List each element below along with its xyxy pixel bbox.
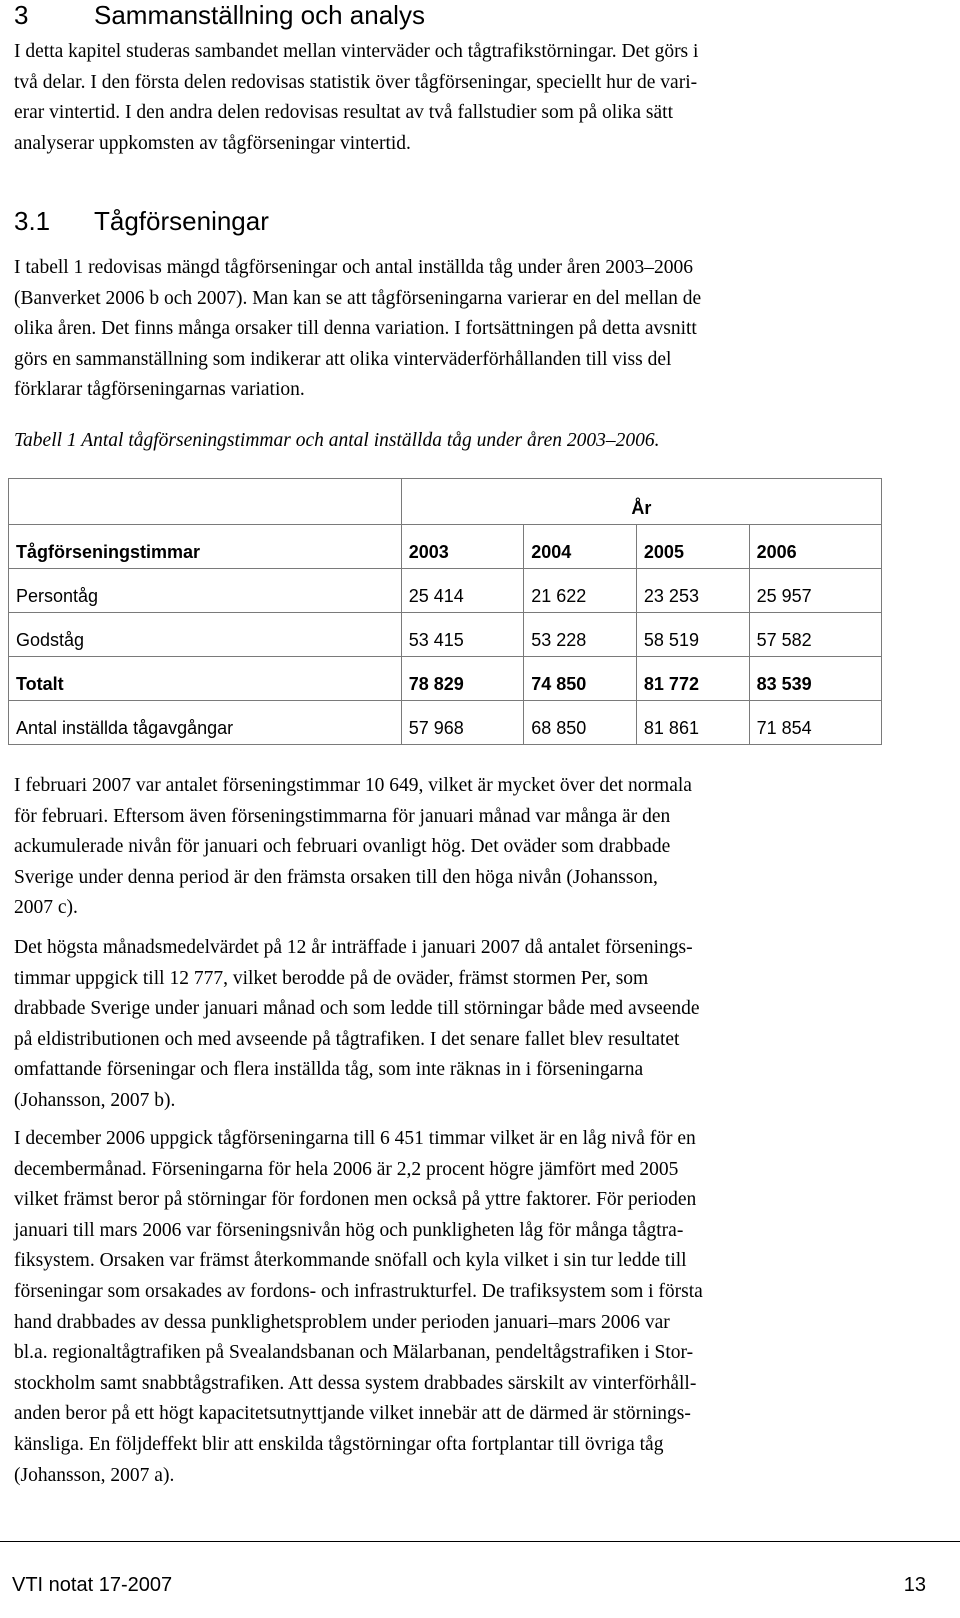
table-cell: Godståg	[9, 613, 402, 657]
text-line: analyserar uppkomsten av tågförseningar vintertid.	[14, 132, 411, 154]
text-line: hand drabbades av dessa punklighetsproblem under perioden januari–mars 2006 var	[14, 1311, 670, 1333]
footer-divider	[0, 1541, 960, 1542]
table-cell: 25 414	[401, 569, 524, 613]
table-group-header: År	[401, 479, 881, 525]
table-row	[9, 569, 882, 613]
table-cell: 23 253	[636, 569, 749, 613]
delay-table	[8, 478, 882, 745]
text-line: (Johansson, 2007 a).	[14, 1464, 175, 1486]
table-cell-empty	[9, 479, 402, 525]
text-line: omfattande förseningar och flera inställda tåg, som inte räknas in i förseningarna	[14, 1059, 644, 1081]
text-line: två delar. I den första delen redovisas statistik över tågförseningar, speciellt hur de vari-	[14, 71, 698, 93]
table-row	[9, 613, 882, 657]
table-header-cell: 2004	[524, 525, 637, 569]
text-line: I detta kapitel studeras sambandet mellan vinterväder och tågtrafikstörningar. Det görs i	[14, 41, 699, 62]
subsection-paragraph	[14, 253, 949, 406]
text-line: förseningar som orsakades av fordons- och infrastrukturfel. De trafiksystem som i första	[14, 1280, 703, 1302]
text-line: för februari. Eftersom även förseningstimmarna för januari månad var många är den	[14, 805, 671, 827]
text-line: januari till mars 2006 var förseningsnivån hög och punkligheten låg för många tågtra-	[14, 1219, 684, 1241]
text-line: bl.a. regionaltågtrafiken på Svealandsbanan och Mälarbanan, pendeltågstrafiken i Stor-	[14, 1342, 694, 1364]
text-line: I december 2006 uppgick tågförseningarna till 6 451 timmar vilket är en låg nivå för en	[14, 1128, 696, 1149]
text-line: känsliga. En följdeffekt blir att enskilda tågstörningar ofta fortplantar till övriga tåg	[14, 1433, 664, 1455]
table-cell: 57 968	[401, 701, 524, 745]
intro-paragraph	[14, 37, 949, 159]
text-line: I februari 2007 var antalet förseningstimmar 10 649, vilket är mycket över det normala	[14, 775, 692, 796]
table-cell: Antal inställda tågavgångar	[9, 701, 402, 745]
body-paragraph	[14, 1124, 949, 1491]
table-cell: 81 772	[636, 657, 749, 701]
text-line: fiksystem. Orsaken var främst återkommande snöfall och kyla vilket i sin tur ledde till	[14, 1250, 687, 1272]
table-row	[9, 701, 882, 745]
table-header-cell: 2005	[636, 525, 749, 569]
text-line: timmar uppgick till 12 777, vilket berodde på de oväder, främst stormen Per, som	[14, 967, 649, 989]
table-cell: 25 957	[749, 569, 881, 613]
table-caption: Tabell 1 Antal tågförseningstimmar och antal inställda tåg under åren 2003–2006.	[14, 430, 660, 451]
table-cell: 53 228	[524, 613, 637, 657]
table-cell: 21 622	[524, 569, 637, 613]
section-number: 3	[14, 0, 29, 30]
text-line: vilket främst beror på störningar för fordonen men också på yttre faktorer. För perioden	[14, 1189, 697, 1211]
text-line: decembermånad. Förseningarna för hela 2006 är 2,2 procent högre jämfört med 2005	[14, 1158, 679, 1180]
text-line: ackumulerade nivån för januari och februari ovanligt hög. Det oväder som drabbade	[14, 836, 671, 858]
table-cell: 53 415	[401, 613, 524, 657]
table-cell: Totalt	[9, 657, 402, 701]
text-line: drabbade Sverige under januari månad och som ledde till störningar både med avseende	[14, 998, 700, 1020]
table-group-header-row	[9, 479, 882, 525]
text-line: görs en sammanställning som indikerar att olika vinterväderförhållanden till viss del	[14, 348, 672, 370]
footer-publication: VTI notat 17-2007	[12, 1574, 173, 1596]
text-line: Sverige under denna period är den främsta orsaken till den höga nivån (Johansson,	[14, 866, 658, 888]
text-line: olika åren. Det finns många orsaker till denna variation. I fortsättningen på detta avsnitt	[14, 318, 697, 340]
table-cell: 81 861	[636, 701, 749, 745]
body-paragraph	[14, 933, 949, 1117]
table-header-row	[9, 525, 882, 569]
text-line: erar vintertid. I den andra delen redovisas resultat av två fallstudier som på olika sätt	[14, 102, 673, 124]
table-cell: 83 539	[749, 657, 881, 701]
text-line: (Banverket 2006 b och 2007). Man kan se att tågförseningarna varierar en del mellan de	[14, 287, 702, 309]
subsection-title: Tågförseningar	[94, 206, 269, 236]
table-cell: Persontåg	[9, 569, 402, 613]
subsection-number: 3.1	[14, 206, 51, 236]
table-row-total	[9, 657, 882, 701]
table-cell: 58 519	[636, 613, 749, 657]
table-header-cell: Tågförseningstimmar	[9, 525, 402, 569]
text-line: 2007 c).	[14, 897, 78, 919]
table-cell: 74 850	[524, 657, 637, 701]
section-heading	[14, 0, 425, 30]
subsection-heading	[14, 206, 269, 236]
page-number: 13	[903, 1574, 926, 1596]
table-cell: 57 582	[749, 613, 881, 657]
text-line: stockholm samt snabbtågstrafiken. Att dessa system drabbades särskilt av vinterförhåll-	[14, 1372, 697, 1394]
text-line: anden beror på ett högt kapacitetsutnyttjande vilket innebär att de därmed är störnings-	[14, 1403, 691, 1425]
table-cell: 78 829	[401, 657, 524, 701]
text-line: förklarar tågförseningarnas variation.	[14, 379, 305, 401]
table-cell: 68 850	[524, 701, 637, 745]
table-cell: 71 854	[749, 701, 881, 745]
text-line: (Johansson, 2007 b).	[14, 1089, 176, 1111]
table-header-cell: 2006	[749, 525, 881, 569]
text-line: på eldistributionen och med avseende på tågtrafiken. I det senare fallet blev resultatet	[14, 1028, 680, 1050]
text-line: I tabell 1 redovisas mängd tågförseningar och antal inställda tåg under åren 2003–2006	[14, 257, 694, 278]
body-paragraph	[14, 771, 949, 924]
text-line: Det högsta månadsmedelvärdet på 12 år inträffade i januari 2007 då antalet försenings-	[14, 937, 693, 958]
section-title: Sammanställning och analys	[94, 0, 425, 30]
table-header-cell: 2003	[401, 525, 524, 569]
